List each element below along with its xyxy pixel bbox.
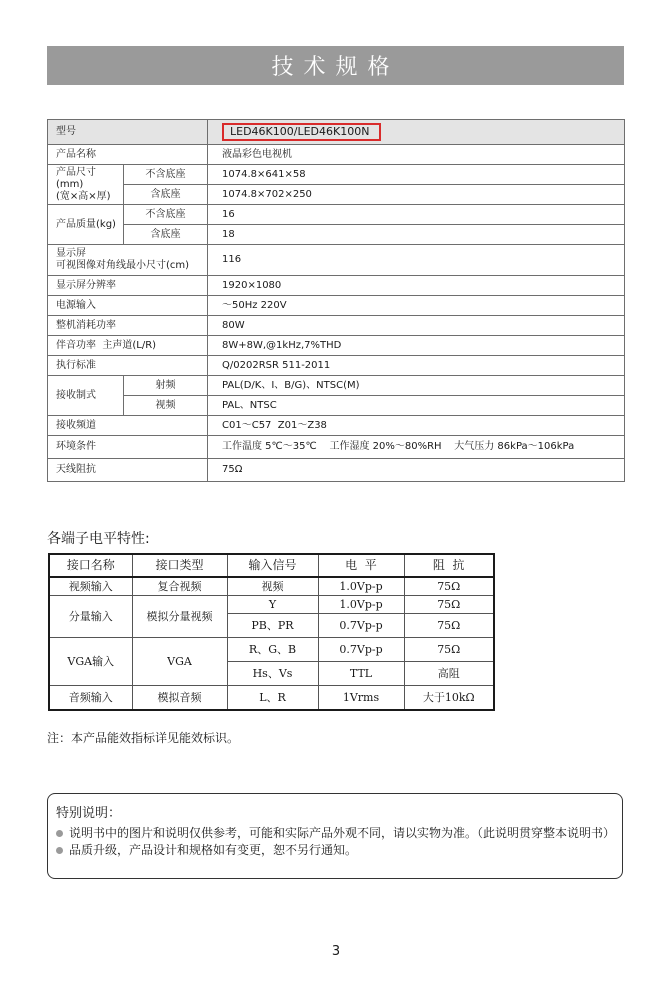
- weight-label: 产品质量(kg): [48, 205, 124, 245]
- video-impedance: 75Ω: [404, 577, 494, 596]
- ports-header-impedance: 阻 抗: [404, 554, 494, 577]
- vga-type: VGA: [132, 638, 227, 686]
- page-title: 技术规格: [47, 46, 624, 85]
- spec-row-model: [48, 120, 625, 145]
- spec-row-channels: [48, 416, 625, 436]
- spec-row-resolution: [48, 276, 625, 296]
- video-type: 复合视频: [132, 577, 227, 596]
- size-value-without-stand: 1074.8×641×58: [208, 165, 625, 185]
- audio-level: 1Vrms: [318, 686, 404, 711]
- bullet-dot-icon: [56, 847, 63, 854]
- system-value-video: PAL、NTSC: [208, 396, 625, 416]
- environment-label: 环境条件: [48, 436, 208, 459]
- weight-sub-with-stand: 含底座: [124, 225, 208, 245]
- vga-impedance-sync: 高阻: [404, 662, 494, 686]
- spec-row-size: [48, 165, 625, 185]
- audio-signal: L、R: [227, 686, 318, 711]
- spec-row-size-2: [48, 185, 625, 205]
- spec-row-power-consumption: [48, 316, 625, 336]
- screen-label-line1: 显示屏: [56, 248, 86, 259]
- component-level-y: 1.0Vp-p: [318, 596, 404, 614]
- size-value-with-stand: 1074.8×702×250: [208, 185, 625, 205]
- component-signal-y: Y: [227, 596, 318, 614]
- power-input-value: ～50Hz 220V: [208, 296, 625, 316]
- resolution-label: 显示屏分辨率: [48, 276, 208, 296]
- audio-power-label: 伴音功率 主声道(L/R): [48, 336, 208, 356]
- system-value-rf: PAL(D/K、I、B/G)、NTSC(M): [208, 376, 625, 396]
- vga-name: VGA输入: [49, 638, 132, 686]
- weight-value-with-stand: 18: [208, 225, 625, 245]
- channels-label: 接收频道: [48, 416, 208, 436]
- antenna-label: 天线阻抗: [48, 459, 208, 482]
- spec-row-weight: [48, 205, 625, 225]
- special-notice-item: [56, 842, 614, 859]
- video-signal: 视频: [227, 577, 318, 596]
- ports-row-video: [49, 577, 494, 596]
- power-consumption-label: 整机消耗功率: [48, 316, 208, 336]
- video-name: 视频输入: [49, 577, 132, 596]
- ports-table: [48, 553, 495, 711]
- weight-value-without-stand: 16: [208, 205, 625, 225]
- audio-type: 模拟音频: [132, 686, 227, 711]
- system-label: 接收制式: [48, 376, 124, 416]
- spec-row-system: [48, 376, 625, 396]
- ports-header-row: [49, 554, 494, 577]
- spec-row-system-2: [48, 396, 625, 416]
- component-level-pbpr: 0.7Vp-p: [318, 614, 404, 638]
- bullet-dot-icon: [56, 830, 63, 837]
- system-sub-video: 视频: [124, 396, 208, 416]
- screen-label: [48, 245, 208, 276]
- spec-row-audio-power: [48, 336, 625, 356]
- product-name-value: 液晶彩色电视机: [208, 145, 625, 165]
- screen-value: 116: [208, 245, 625, 276]
- channels-value: C01～C57 Z01～Z38: [208, 416, 625, 436]
- component-name: 分量输入: [49, 596, 132, 638]
- audio-impedance: 大于10kΩ: [404, 686, 494, 711]
- power-input-label: 电源输入: [48, 296, 208, 316]
- spec-row-power-input: [48, 296, 625, 316]
- vga-impedance-rgb: 75Ω: [404, 638, 494, 662]
- vga-signal-sync: Hs、Vs: [227, 662, 318, 686]
- size-sub-without-stand: 不含底座: [124, 165, 208, 185]
- size-label-line1: 产品尺寸(mm): [56, 166, 96, 190]
- power-consumption-value: 80W: [208, 316, 625, 336]
- ports-header-signal: 输入信号: [227, 554, 318, 577]
- ports-header-type: 接口类型: [132, 554, 227, 577]
- component-type: 模拟分量视频: [132, 596, 227, 638]
- standard-value: Q/0202RSR 511-2011: [208, 356, 625, 376]
- antenna-value: 75Ω: [208, 459, 625, 482]
- vga-signal-rgb: R、G、B: [227, 638, 318, 662]
- page-number: 3: [331, 944, 341, 959]
- size-label: [48, 165, 124, 205]
- spec-table: [47, 119, 625, 482]
- environment-value: 工作温度 5℃～35℃ 工作湿度 20%～80%RH 大气压力 86kPa～106kPa: [208, 436, 625, 459]
- product-name-label: 产品名称: [48, 145, 208, 165]
- special-notice-item: [56, 825, 614, 842]
- screen-label-line2: 可视图像对角线最小尺寸(cm): [56, 260, 190, 271]
- model-label: 型号: [48, 120, 208, 145]
- weight-sub-without-stand: 不含底座: [124, 205, 208, 225]
- ports-header-name: 接口名称: [49, 554, 132, 577]
- component-signal-pbpr: PB、PR: [227, 614, 318, 638]
- ports-header-level: 电 平: [318, 554, 404, 577]
- vga-level-sync: TTL: [318, 662, 404, 686]
- system-sub-rf: 射频: [124, 376, 208, 396]
- video-level: 1.0Vp-p: [318, 577, 404, 596]
- special-notice-text: 品质升级，产品设计和规格如有变更，恕不另行通知。: [69, 843, 358, 857]
- component-impedance-pbpr: 75Ω: [404, 614, 494, 638]
- size-label-line2: (宽×高×厚): [56, 190, 111, 202]
- size-sub-with-stand: 含底座: [124, 185, 208, 205]
- special-notice-box: [47, 793, 623, 879]
- component-impedance-y: 75Ω: [404, 596, 494, 614]
- spec-row-standard: [48, 356, 625, 376]
- audio-name: 音频输入: [49, 686, 132, 711]
- special-notice-title: 特别说明：: [56, 806, 122, 821]
- vga-level-rgb: 0.7Vp-p: [318, 638, 404, 662]
- spec-row-environment: [48, 436, 625, 459]
- standard-label: 执行标准: [48, 356, 208, 376]
- spec-row-antenna: [48, 459, 625, 482]
- spec-row-screen: [48, 245, 625, 276]
- model-value: LED46K100/LED46K100N: [222, 123, 381, 141]
- ports-row-audio: [49, 686, 494, 711]
- ports-row-component: [49, 596, 494, 614]
- special-notice-text: 说明书中的图片和说明仅供参考，可能和实际产品外观不同，请以实物为准。（此说明贯穿整本说明书）: [69, 826, 616, 840]
- energy-note: 注：本产品能效指标详见能效标识。: [47, 731, 240, 745]
- audio-power-value: 8W+8W,@1kHz,7%THD: [208, 336, 625, 356]
- resolution-value: 1920×1080: [208, 276, 625, 296]
- ports-section-title: 各端子电平特性:: [47, 531, 150, 547]
- spec-row-weight-2: [48, 225, 625, 245]
- spec-row-product-name: [48, 145, 625, 165]
- ports-row-vga: [49, 638, 494, 662]
